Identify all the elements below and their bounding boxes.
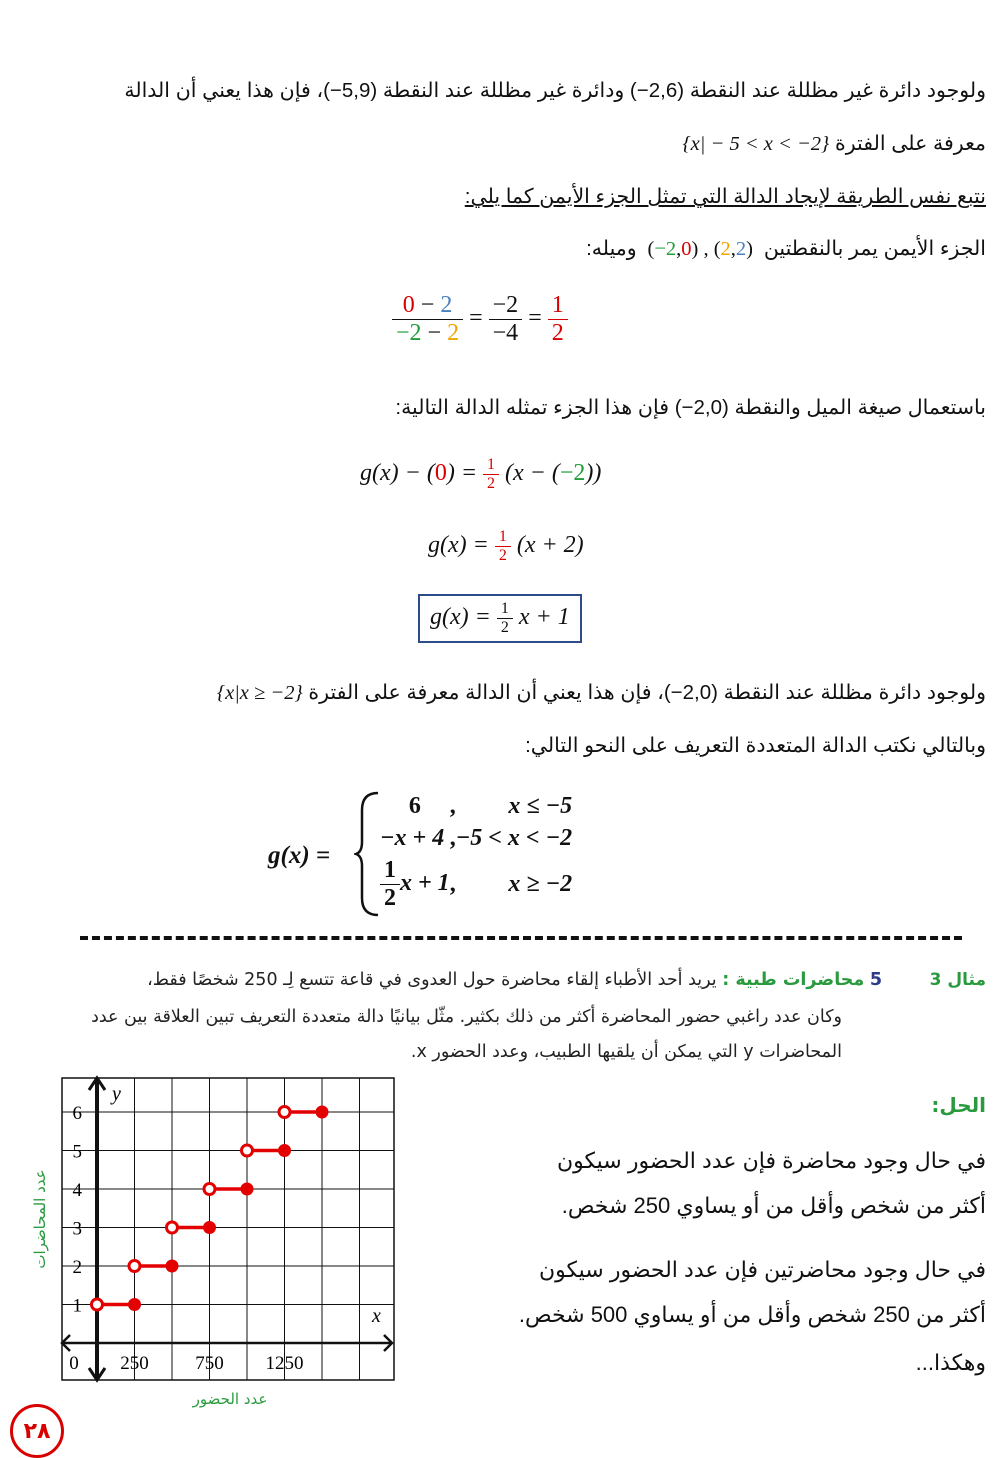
open-endpoint: [92, 1299, 103, 1310]
interval-math: {x| − 5 < x < −2}: [682, 133, 830, 155]
closed-endpoint: [316, 1106, 329, 1119]
domain-math: {x|x ≥ −2}: [216, 682, 303, 704]
piecewise-intro: وبالتالي نكتب الدالة المتعددة التعريف على النحو التالي:: [525, 734, 986, 757]
y-tick-label: 4: [72, 1180, 82, 1201]
y-axis-letter: y: [112, 1083, 121, 1105]
open-endpoint: [279, 1107, 290, 1118]
slope-fraction-2: $\frac{-2}{-4}$: [489, 292, 523, 347]
slope-equation: $\frac{0 - 2}{-2 - 2}$ = $\frac{-2}{-4}$ = $\frac{1}{2}$: [392, 292, 568, 347]
closed-endpoint: [278, 1144, 291, 1157]
closed-endpoint: [241, 1183, 254, 1196]
chart-grid: [62, 1078, 394, 1380]
solution-line-1: في حال وجود محاضرة فإن عدد الحضور سيكون: [556, 1148, 986, 1173]
section-heading: نتبع نفس الطريقة لإيجاد الدالة التي تمثل الجزء الأيمن كما يلي:: [464, 185, 986, 208]
chart-xlabel: عدد الحضور: [192, 1390, 268, 1408]
x-tick-label: 0: [69, 1353, 79, 1374]
solution-line-2: أكثر من شخص وأقل من أو يساوي 250 شخص.: [561, 1193, 986, 1218]
closed-endpoint: [128, 1298, 141, 1311]
chart-ylabel: عدد المحاضرات: [31, 1169, 49, 1269]
equation-2: g(x) = $\frac{1}{2}$ (x + 2): [428, 528, 584, 564]
closed-endpoint: [203, 1221, 216, 1234]
open-endpoint: [129, 1261, 140, 1272]
brace-icon: [354, 790, 382, 918]
example-line-3: المحاضرات y التي يمكن أن يلقيها الطبيب، وعدد الحضور x.: [410, 1042, 842, 1062]
chart-frame: [62, 1078, 394, 1380]
x-axis-letter: x: [372, 1305, 381, 1327]
interval-label: معرفة على الفترة: [834, 132, 986, 155]
section-divider: [80, 936, 962, 944]
open-endpoint: [242, 1145, 253, 1156]
points-values: (−2,0) , (2,2): [642, 238, 759, 260]
x-tick-label: 1250: [265, 1353, 304, 1374]
chart-ticks: [69, 1103, 303, 1374]
open-endpoint: [167, 1222, 178, 1233]
slope-label: وميله:: [586, 237, 637, 260]
slope-result: $\frac{1}{2}$: [548, 292, 568, 347]
x-tick-label: 750: [195, 1353, 224, 1374]
y-tick-label: 5: [72, 1141, 82, 1163]
example-line-1: 5 محاضرات طبية : يريد أحد الأطباء إلقاء محاضرة حول العدوى في قاعة تتسع لِـ 250 شخصًا فقط،: [147, 970, 882, 990]
step-function-chart: [0, 1072, 420, 1422]
domain-text: ولوجود دائرة مظللة عند النقطة (2,0−)، فإن هذا يعني أن الدالة معرفة على الفترة {x|x ≥ −2}: [216, 681, 986, 704]
y-tick-label: 3: [72, 1218, 82, 1240]
example-line-2: وكان عدد راغبي حضور المحاضرة أكثر من ذلك بكثير. مثّل بيانيًا دالة متعددة التعريف تبين العلاقة بين عدد: [91, 1007, 842, 1027]
points-label: الجزء الأيمن يمر بالنقطتين: [763, 237, 986, 260]
solution-line-5: وهكذا...: [915, 1350, 986, 1375]
equation-3-boxed: g(x) = $\frac{1}{2}$ x + 1: [418, 594, 582, 643]
point-slope-text: باستعمال صيغة الميل والنقطة (2,0−) فإن هذا الجزء تمثله الدالة التالية:: [395, 396, 986, 419]
x-tick-label: 250: [120, 1353, 149, 1374]
text-line-1: ولوجود دائرة غير مظللة عند النقطة (2,6−) ودائرة غير مظللة عند النقطة (5,9−)، فإن هذا يعني أن الدالة: [124, 79, 986, 102]
y-tick-label: 2: [72, 1257, 82, 1278]
y-tick-label: 1: [72, 1295, 82, 1317]
solution-line-3: في حال وجود محاضرتين فإن عدد الحضور سيكون: [538, 1257, 986, 1282]
y-tick-label: 6: [72, 1103, 82, 1124]
closed-endpoint: [166, 1260, 179, 1273]
open-endpoint: [204, 1184, 215, 1195]
solution-heading: الحل:: [931, 1093, 986, 1117]
example-tag: مثال 3: [929, 970, 986, 990]
text-line-2: [682, 131, 986, 156]
solution-line-4: أكثر من 250 شخص وأقل من أو يساوي 500 شخص.: [518, 1302, 986, 1327]
equation-1: g(x) − (0) = $\frac{1}{2}$ (x − (−2)): [360, 456, 602, 492]
slope-fraction-1: $\frac{0 - 2}{-2 - 2}$: [392, 292, 463, 347]
chart-axes: [62, 1078, 392, 1380]
page-number: ٢٨: [10, 1404, 64, 1458]
points-line: [586, 236, 986, 261]
